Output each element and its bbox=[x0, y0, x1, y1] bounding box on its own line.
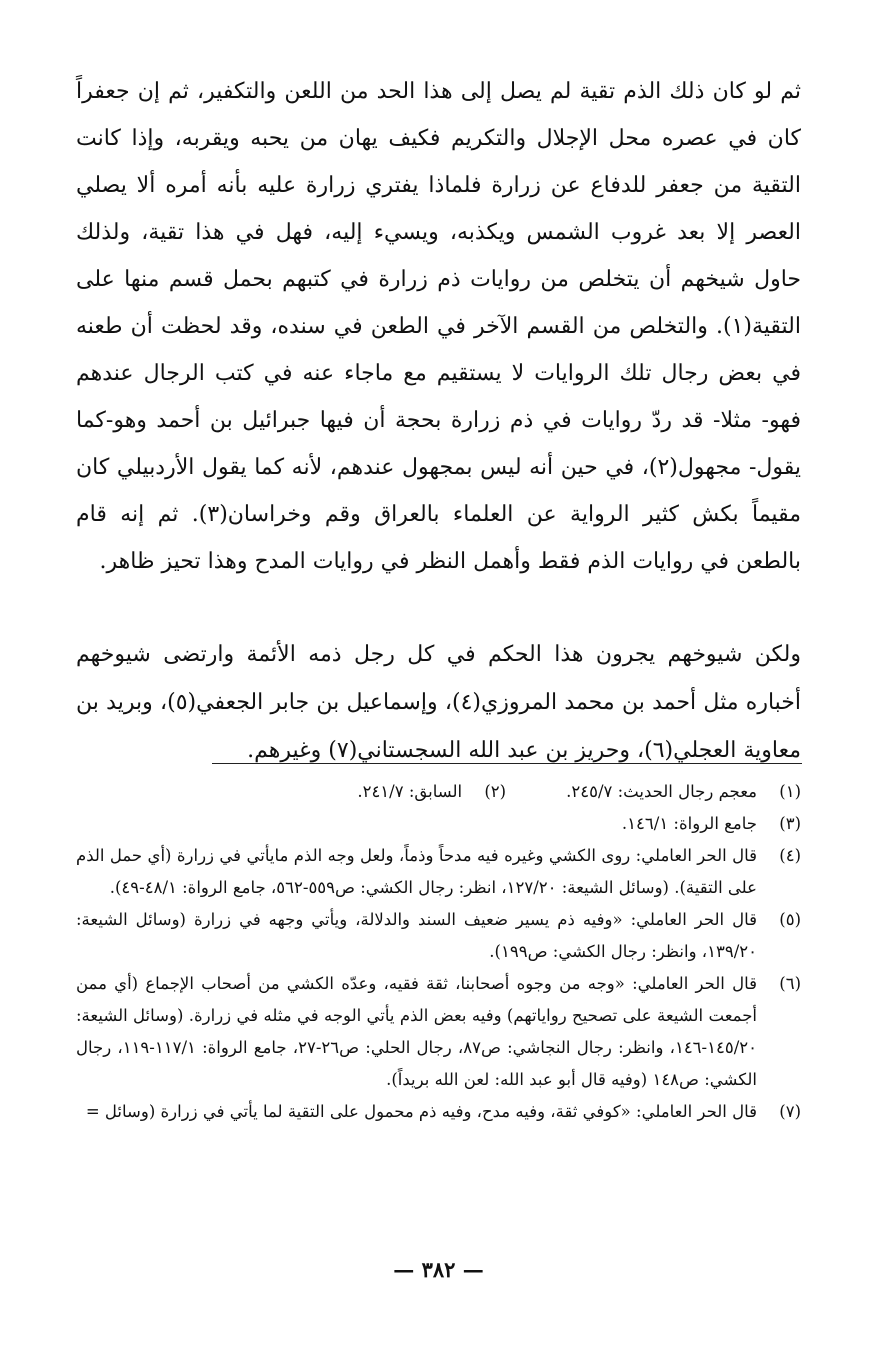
footnote-1 bbox=[566, 776, 801, 808]
footnote-number: (٧) bbox=[779, 1102, 801, 1121]
footnote-2 bbox=[357, 776, 506, 808]
footnote-7 bbox=[76, 1096, 801, 1128]
footnote-number: (٣) bbox=[779, 814, 801, 833]
footnotes bbox=[76, 776, 801, 1128]
footnote-text: قال الحر العاملي: «وفيه ذم يسير ضعيف السند والدلالة، ويأتي وجهه في زرارة (وسائل الشيعة: ١٣٩/٢٠، وانظر: رجال الكشي: ص١٩٩). bbox=[76, 910, 757, 961]
footnote-4 bbox=[76, 840, 801, 904]
footnote-5 bbox=[76, 904, 801, 968]
footnote-text: قال الحر العاملي: روى الكشي وغيره فيه مدحاً وذماً، ولعل وجه الذم مايأتي في زرارة (أي حمل الذم على التقية). (وسائل الشيعة: ١٢٧/٢٠، انظر: رجال الكشي: ص٥٥٩-٥٦٢، جامع الرواة: ٤٨/١-٤٩). bbox=[76, 846, 757, 897]
footnote-number: (٥) bbox=[779, 910, 801, 929]
footnote-text: جامع الرواة: ١٤٦/١. bbox=[621, 814, 757, 833]
body-paragraph-1: ثم لو كان ذلك الذم تقية لم يصل إلى هذا الحد من اللعن والتكفير، ثم إن جعفراً كان في عصره محل الإجلال والتكريم فكيف يهان من يحبه ويقربه، وإذا كانت التقية من جعفر للدفاع عن زرارة فلماذا يفتري زرارة عليه بأنه أمره ألا يصلي العصر إلا بعد غروب الشمس ويكذبه، ويسيء إليه، فهل في هذا تقية، ولذلك حاول شيخهم أن يتخلص من روايات ذم زرارة في كتبهم بحمل قسم منها على التقية(١). والتخلص من القسم الآخر في الطعن في سنده، وقد لحظت أن طعنه في بعض رجال تلك الروايات لا يستقيم مع ماجاء عنه في كتب الرجال عندهم فهو- مثلا- قد ردّ روايات في ذم زرارة بحجة أن فيها جبرائيل بن أحمد وهو-كما يقول- مجهول(٢)، في حين أنه ليس بمجهول عندهم، لأنه كما يقول الأردبيلي كان مقيماً بكش كثير الرواية عن العلماء بالعراق وقم وخراسان(٣). ثم إنه قام بالطعن في روايات الذم فقط وأهمل النظر في روايات المدح وهذا تحيز ظاهر. bbox=[76, 79, 802, 574]
footnote-number: (١) bbox=[779, 782, 801, 801]
footnote-3 bbox=[76, 808, 801, 840]
footnote-number: (٢) bbox=[484, 782, 507, 801]
footnote-number: (٤) bbox=[779, 846, 801, 865]
footnote-separator bbox=[212, 763, 802, 764]
footnote-row-1-2 bbox=[76, 776, 801, 808]
footnote-6 bbox=[76, 968, 801, 1096]
footnote-text: قال الحر العاملي: «كوفي ثقة، وفيه مدح، وفيه ذم محمول على التقية لما يأتي في زرارة (وسائل = bbox=[85, 1102, 757, 1121]
footnote-text: السابق: ٢٤١/٧. bbox=[357, 782, 463, 801]
body-paragraph-2: ولكن شيوخهم يجرون هذا الحكم في كل رجل ذمه الأئمة وارتضى شيوخهم أخباره مثل أحمد بن محمد المروزي(٤)، وإسماعيل بن جابر الجعفي(٥)، وبريد بن معاوية العجلي(٦)، وحريز بن عبد الله السجستاني(٧) وغيرهم. bbox=[76, 642, 801, 763]
footnote-number: (٦) bbox=[779, 974, 801, 993]
footnote-text: قال الحر العاملي: «وجه من وجوه أصحابنا، ثقة فقيه، وعدّه الكشي من أصحاب الإجماع (أي ممن أجمعت الشيعة على تصحيح رواياتهم) وفيه بعض الذم يأتي الوجه في مثله في زرارة. (وسائل الشيعة: ١٤٥/٢٠-١٤٦، وانظر: رجال النجاشي: ص٨٧، رجال الحلي: ص٢٦-٢٧، جامع الرواة: ١١٧/١-١١٩، رجال الكشي: ص١٤٨ (وفيه قال أبو عبد الله: لعن الله بريداً). bbox=[76, 974, 757, 1089]
page-number: — ٣٨٢ — bbox=[393, 1257, 484, 1282]
footnote-text: معجم رجال الحديث: ٢٤٥/٧. bbox=[566, 782, 757, 801]
